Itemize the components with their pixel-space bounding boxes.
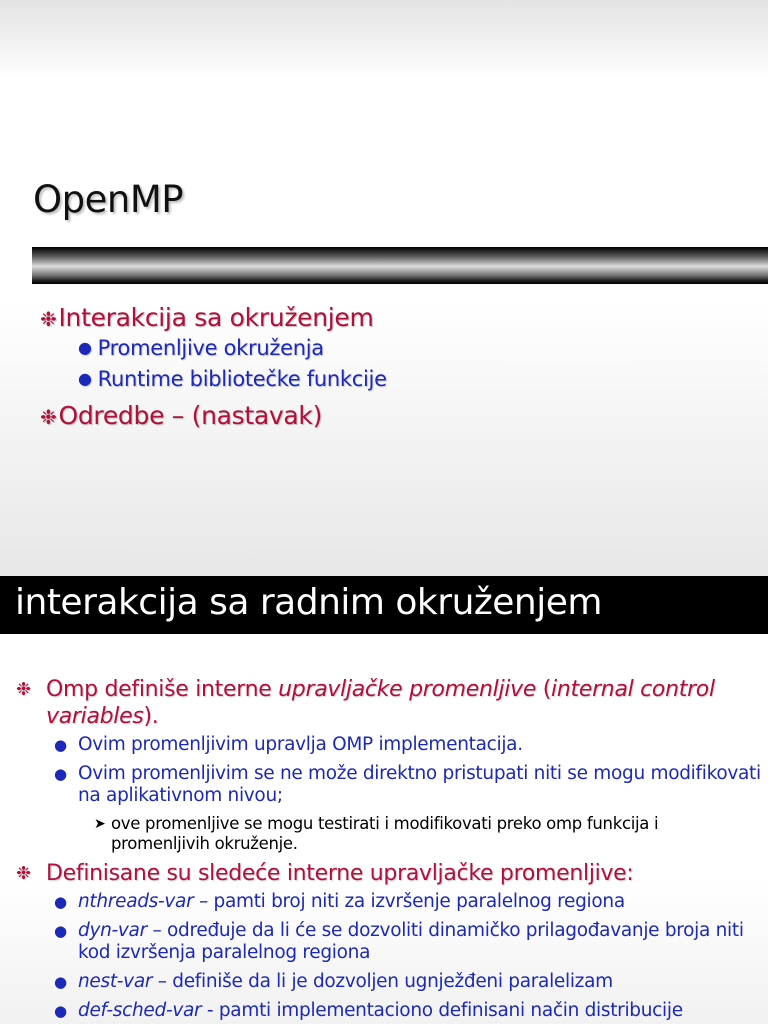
round-bullet-icon: ● xyxy=(54,736,67,754)
bullet-text: Interakcija sa okruženjem xyxy=(58,303,374,332)
bullet-text: Omp definiše interne xyxy=(46,677,279,702)
variable-item xyxy=(16,920,761,964)
asterisk-bullet-icon: ❉ xyxy=(40,405,57,429)
slide-2-bullet-list xyxy=(16,676,761,1024)
round-bullet-icon: ● xyxy=(54,973,67,991)
bullet-emphasis: internal control variables xyxy=(46,677,715,729)
sub-bullet-item xyxy=(78,336,760,360)
asterisk-bullet-icon: ❉ xyxy=(16,679,31,700)
variable-item xyxy=(16,891,761,913)
bullet-item xyxy=(16,860,761,887)
slide-1-bullet-list xyxy=(40,303,760,434)
variable-description: – određuje da li će se dozvoliti dinamičko prilagođavanje broja niti kod izvršenja paralelnog regiona xyxy=(78,920,744,963)
sub-sub-bullet-item xyxy=(16,814,761,854)
variable-name: nest-var xyxy=(78,971,153,992)
round-bullet-icon: ● xyxy=(54,893,67,911)
arrow-bullet-icon: ➤ xyxy=(94,816,106,832)
variable-item xyxy=(16,1000,761,1022)
slide-1-title: OpenMP xyxy=(33,178,184,221)
round-bullet-icon: ● xyxy=(54,1002,67,1020)
bullet-item xyxy=(16,676,761,730)
sub-bullet-item xyxy=(16,763,761,807)
bullet-text: ( xyxy=(536,677,552,702)
title-underline-bar xyxy=(32,247,768,284)
variable-name: nthreads-var xyxy=(78,891,194,912)
variable-description: – definiše da li je dozvoljen ugnježđeni paralelizam xyxy=(152,971,613,992)
round-bullet-icon: ● xyxy=(78,338,92,357)
variable-name: dyn-var xyxy=(78,920,147,941)
bullet-item xyxy=(40,401,760,430)
variable-item xyxy=(16,971,761,993)
slide-2-header xyxy=(0,576,768,634)
round-bullet-icon: ● xyxy=(54,765,67,783)
variable-description: – pamti broj niti za izvršenje paralelnog regiona xyxy=(193,891,625,912)
bullet-text: ). xyxy=(143,704,159,729)
asterisk-bullet-icon: ❉ xyxy=(16,863,31,884)
slide-2-title: interakcija sa radnim okruženjem xyxy=(15,582,602,623)
slide-2 xyxy=(0,576,768,1024)
bullet-emphasis: upravljačke promenljive xyxy=(278,677,537,702)
asterisk-bullet-icon: ❉ xyxy=(40,307,57,331)
sub-bullet-text: Ovim promenljivim upravlja OMP implementacija. xyxy=(78,734,523,755)
bullet-item xyxy=(40,303,760,332)
round-bullet-icon: ● xyxy=(54,922,67,940)
sub-bullet-text: Runtime bibliotečke funkcije xyxy=(97,367,387,391)
bullet-text: Definisane su sledeće interne upravljačke promenljive: xyxy=(46,861,634,886)
sub-bullet-text: Ovim promenljivim se ne može direktno pristupati niti se mogu modifikovati na aplikativnom nivou; xyxy=(78,763,761,806)
sub-bullet-text: Promenljive okruženja xyxy=(97,336,324,360)
variable-name: def-sched-var xyxy=(78,1000,202,1021)
sub-sub-bullet-text: ove promenljive se mogu testirati i modifikovati preko omp funkcija i promenljivih okruženje. xyxy=(111,814,659,853)
sub-bullet-item xyxy=(16,734,761,756)
variable-description: - pamti implementaciono definisani način distribucije xyxy=(201,1000,683,1021)
bullet-text: Odredbe – (nastavak) xyxy=(58,401,323,430)
sub-bullet-item xyxy=(78,367,760,391)
round-bullet-icon: ● xyxy=(78,369,92,388)
